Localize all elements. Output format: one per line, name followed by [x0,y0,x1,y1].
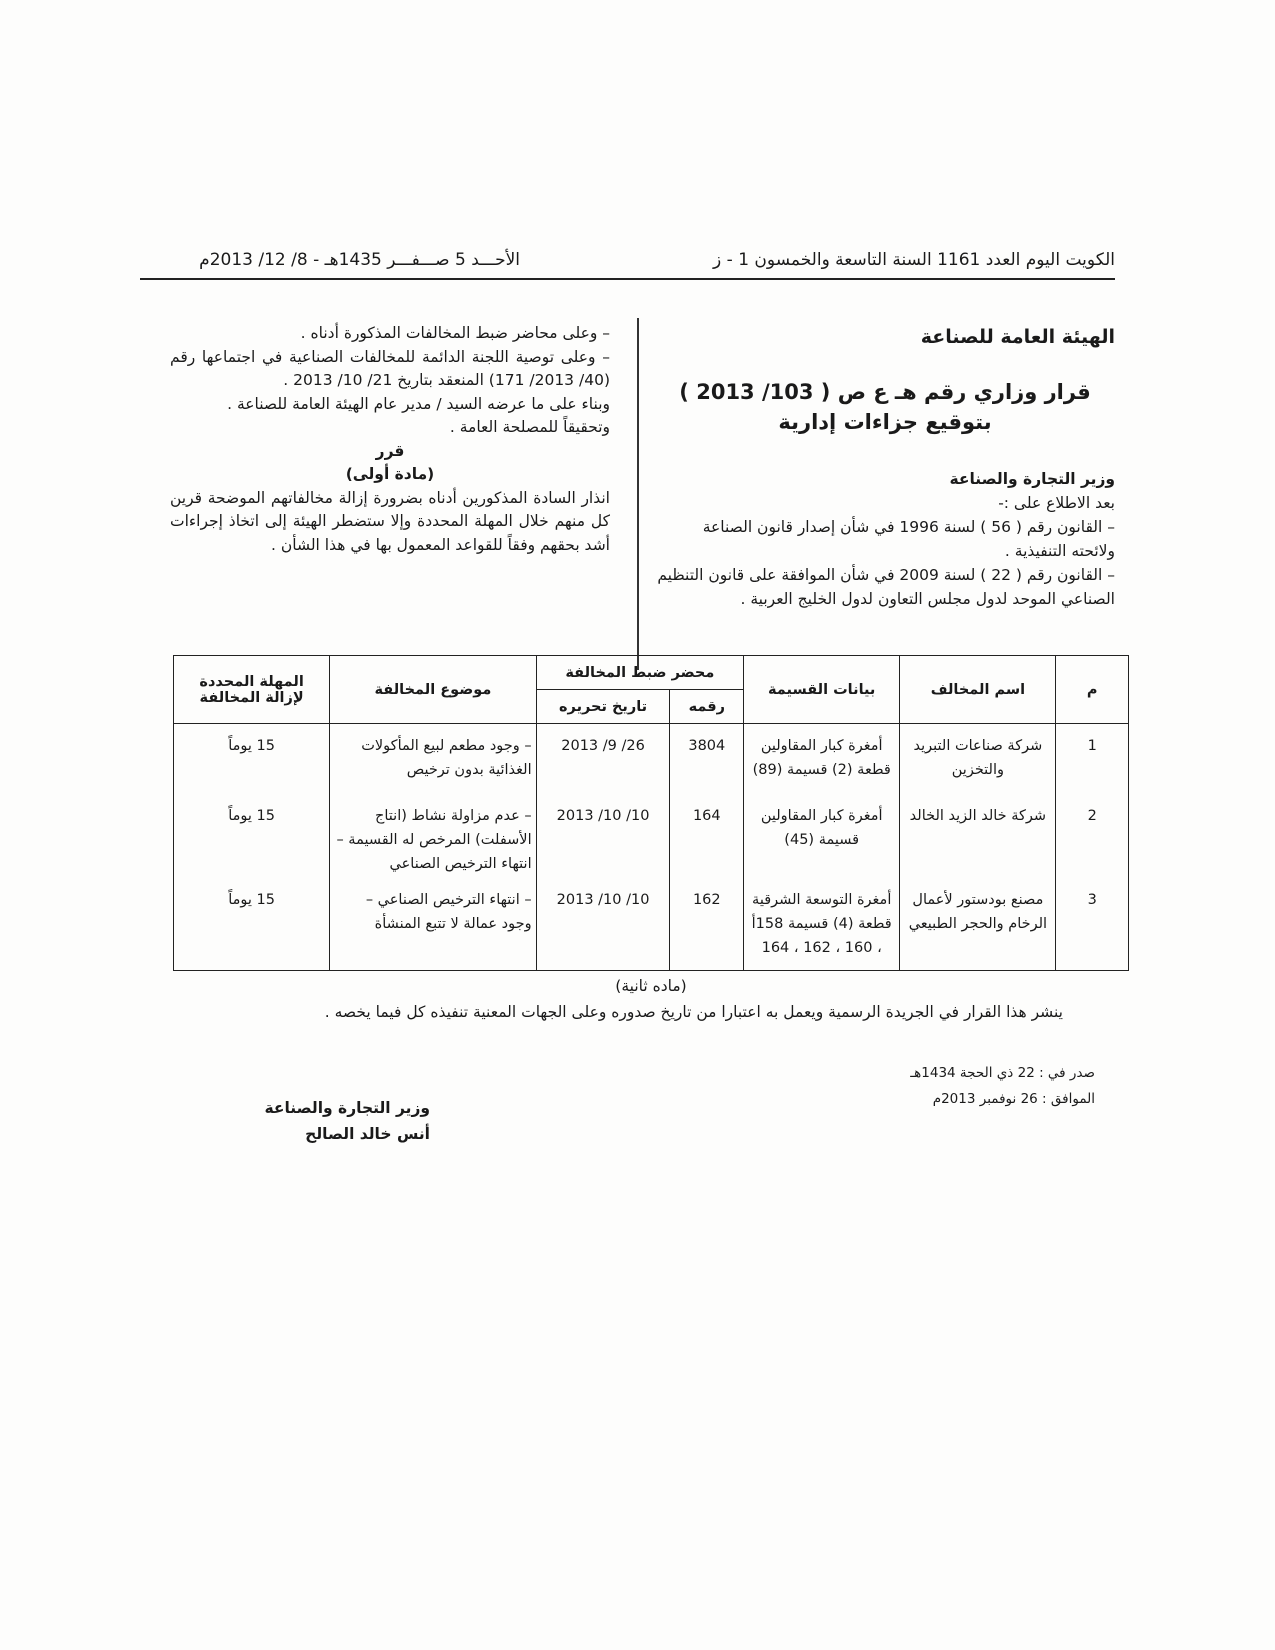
row-subject: – وجود مطعم لبيع المأكولات الغذائية بدون ترخيص [330,724,536,794]
row-index: 2 [1056,794,1129,878]
signature-name: أنس خالد الصالح [305,1125,430,1143]
running-header-left: الأحـــد 5 صـــفـــر 1435هـ - 8/ 12/ 2013م [199,250,520,270]
header-record-date: تاريخ تحريره [536,690,670,724]
minister-heading: وزير التجارة والصناعة [949,470,1115,488]
row-deadline: 15 يوماً [174,724,330,794]
row-record-date: 2013 /10 /10 [536,878,670,971]
decision-title: قرار وزاري رقم هـ ع ص ( 103/ 2013 ) [679,380,1091,404]
row-record-number: 162 [670,878,744,971]
row-record-number: 164 [670,794,744,878]
preamble-public-interest: وتحقيقاً للمصلحة العامة . [449,418,610,436]
issue-dates [700,1060,1095,1112]
table-row [174,724,1129,794]
row-record-date: 2013 /10 /10 [536,794,670,878]
row-deadline: 15 يوماً [174,878,330,971]
row-index: 3 [1056,878,1129,971]
table-row [174,794,1129,878]
article-one-heading: (مادة أولى) [345,465,435,483]
authority-name: الهيئة العامة للصناعة [920,326,1115,348]
row-record-number: 3804 [670,724,744,794]
row-subject: – عدم مزاولة نشاط (انتاج الأسفلت) المرخص له القسيمة – انتهاء الترخيص الصناعي [330,794,536,878]
preamble-director: وبناء على ما عرضه السيد / مدير عام الهيئة العامة للصناعة . [227,394,610,413]
issued-date: صدر في : 22 ذي الحجة 1434هـ [910,1065,1095,1081]
header-index: م [1056,656,1129,724]
signature-block [170,1095,430,1147]
row-plot: أمغرة كبار المقاولين قسيمة (45) [744,794,900,878]
header-violator: اسم المخالف [900,656,1056,724]
row-record-date: 2013 /9 /26 [536,724,670,794]
header-record-number: رقمه [670,690,744,724]
row-plot: أمغرة التوسعة الشرقية قطعة (4) قسيمة 158أ ، 160 ، 162 ، 164 [744,878,900,971]
right-column [655,325,1115,611]
law-2: – القانون رقم ( 22 ) لسنة 2009 في شأن الموافقة على قانون التنظيم الصناعي الموحد لدول مجلس التعاون لدول الخليج العربية . [657,566,1115,608]
row-deadline: 15 يوماً [174,794,330,878]
header-plot-data: بيانات القسيمة [744,656,900,724]
row-violator: مصنع بودستور لأعمال الرخام والحجر الطبيعي [900,878,1056,971]
running-header-right: الكويت اليوم العدد 1161 السنة التاسعة والخمسون 1 - ز [713,250,1115,270]
left-column [170,322,610,557]
header-record: محضر ضبط المخالفة [536,656,744,690]
after-review-line: بعد الاطلاع على :- [998,494,1115,512]
signature-title: وزير التجارة والصناعة [264,1099,430,1117]
violations-table [173,655,1129,971]
article-two-text: ينشر هذا القرار في الجريدة الرسمية ويعمل به اعتبارا من تاريخ صدوره وعلى الجهات المعنية تنفيذه كل فيما يخصه . [324,1003,1063,1021]
column-divider [637,318,639,670]
row-subject: – انتهاء الترخيص الصناعي – وجود عمالة لا تتبع المنشأة [330,878,536,971]
law-1: – القانون رقم ( 56 ) لسنة 1996 في شأن إصدار قانون الصناعة ولائحته التنفيذية . [702,518,1115,560]
header-rule [140,278,1115,280]
header-subject: موضوع المخالفة [330,656,536,724]
corresponding-date: الموافق : 26 نوفمبر 2013م [932,1091,1095,1107]
table-row [174,878,1129,971]
row-index: 1 [1056,724,1129,794]
decided-heading: قرر [375,441,405,460]
header-deadline: المهلة المحددة لإزالة المخالفة [174,656,330,724]
article-two-heading: (ماده ثانية) [615,977,687,995]
preamble-committee: – وعلى توصية اللجنة الدائمة للمخالفات الصناعية في اجتماعها رقم (40/ 2013/ 171) المنعقد بتاريخ 21/ 10/ 2013 . [170,347,610,389]
row-plot: أمغرة كبار المقاولين قطعة (2) قسيمة (89) [744,724,900,794]
row-violator: شركة خالد الزيد الخالد [900,794,1056,878]
preamble-records: – وعلى محاضر ضبط المخالفات المذكورة أدناه . [300,324,610,342]
row-violator: شركة صناعات التبريد والتخزين [900,724,1056,794]
article-one-text: انذار السادة المذكورين أدناه بضرورة إزالة مخالفاتهم الموضحة قرين كل منهم خلال المهلة المحددة وإلا ستضطر الهيئة إلى اتخاذ إجراءات أشد بحقهم وفقاً للقواعد المعمول بها في هذا الشأن . [170,488,610,554]
decision-subtitle: بتوقيع جزاءات إدارية [778,410,992,434]
